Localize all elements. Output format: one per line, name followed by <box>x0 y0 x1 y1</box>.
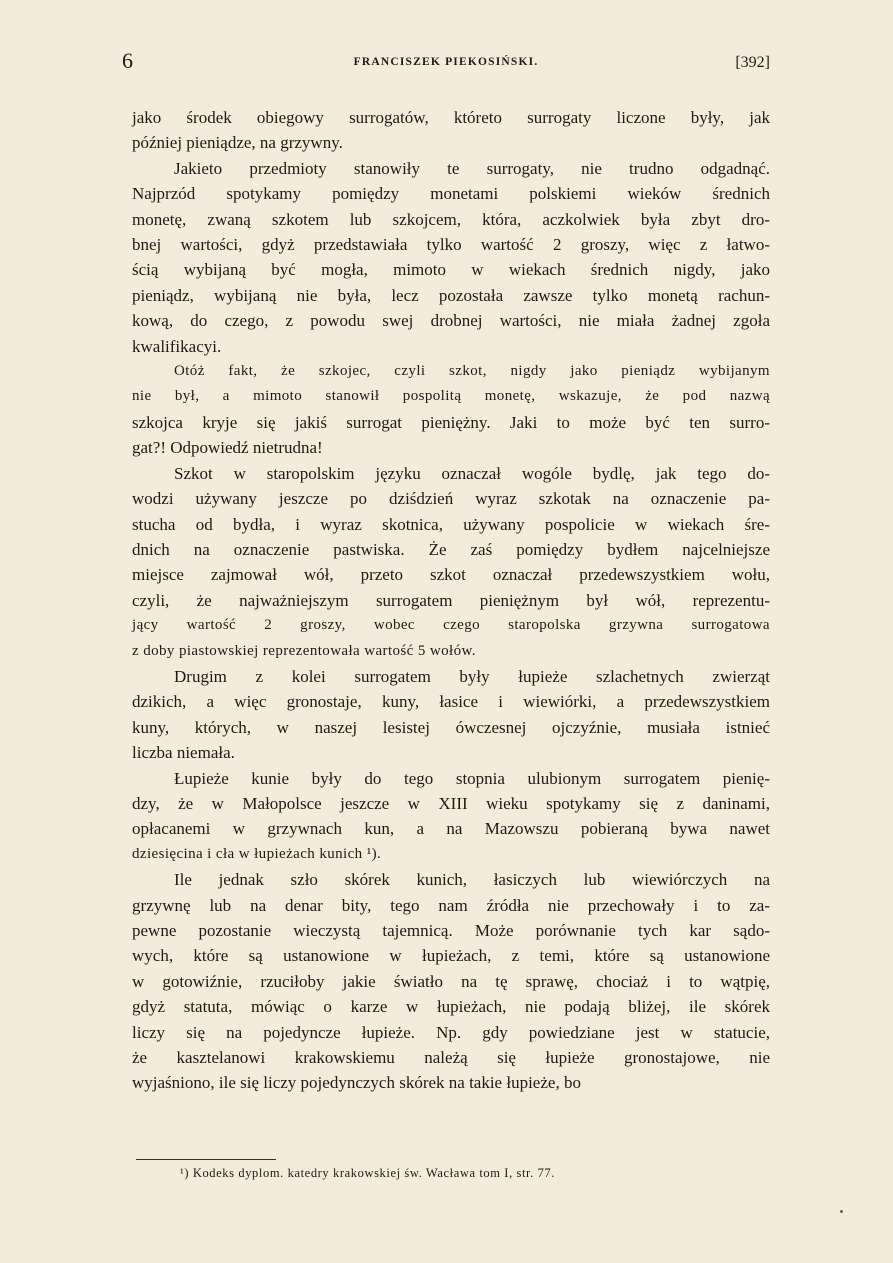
text-line: nie był, a mimoto stanowił pospolitą monetę, wskazuje, że pod nazwą <box>132 388 770 405</box>
text-line: wych, które są ustanowione w łupieżach, z temi, które są ustanowione <box>132 946 770 966</box>
running-title: FRANCISZEK PIEKOSIŃSKI. <box>353 56 539 68</box>
text-line: dzikich, a więc gronostaje, kuny, łasice i wiewiórki, a przedewszystkiem <box>132 692 770 712</box>
text-line: wodzi używany jeszcze po dziśdzień wyraz szkotak na oznaczenie pa- <box>132 489 770 509</box>
text-line: Otóż fakt, że szkojec, czyli szkot, nigdy jako pieniądz wybijanym <box>174 363 770 380</box>
text-line: liczy się na pojedyncze łupieże. Np. gdy powiedziane jest w statucie, <box>132 1022 770 1042</box>
text-line: gat?! Odpowiedź nietrudna! <box>132 438 323 458</box>
paragraph <box>132 766 770 868</box>
text-line: wyjaśniono, ile się liczy pojedynczych skórek na takie łupieże, bo <box>132 1073 581 1093</box>
text-line: czyli, że najważniejszym surrogatem pieniężnym był wół, reprezentu- <box>132 590 770 610</box>
text-line: liczba niemała. <box>132 743 235 763</box>
paragraph <box>132 461 770 664</box>
text-line: z doby piastowskiej reprezentowała wartość 5 wołów. <box>132 642 476 659</box>
text-line: dnich na oznaczenie pastwiska. Że zaś pomiędzy bydłem najcelniejsze <box>132 539 770 559</box>
text-line: kwalifikacyi. <box>132 336 222 356</box>
book-page <box>118 48 774 1233</box>
page-reference: [392] <box>735 54 770 71</box>
footnote-divider <box>136 1159 276 1160</box>
running-head <box>118 48 774 78</box>
text-line: Łupieże kunie były do tego stopnia ulubionym surrogatem pienię- <box>174 768 770 788</box>
text-line: pewne pozostanie wieczystą tajemnicą. Może porównanie tych kar sądo- <box>132 921 770 940</box>
paragraph <box>132 156 770 359</box>
footnote: ¹) Kodeks dyplom. katedry krakowskiej św. Wacława tom I, str. 77. <box>180 1166 556 1180</box>
text-line: stucha od bydła, i wyraz skotnica, używany pospolicie w wiekach śre- <box>132 514 770 534</box>
text-line: że kasztelanowi krakowskiemu należą się łupieże gronostajowe, nie <box>132 1048 770 1068</box>
text-line: ścią wybijaną być mogła, mimoto w wiekach średnich nigdy, jako <box>132 260 770 280</box>
text-line: pieniądz, wybijaną nie była, lecz pozostała zawsze tylko monetą rachun- <box>132 285 770 305</box>
text-line: Drugim z kolei surrogatem były łupieże szlachetnych zwierząt <box>174 666 770 686</box>
text-line: kową, do czego, z powodu swej drobnej wartości, nie miała żadnej zgoła <box>132 311 770 331</box>
text-line: Jakieto przedmioty stanowiły te surrogaty, nie trudno odgadnąć. <box>174 158 770 178</box>
text-line: dzy, że w Małopolsce jeszcze w XIII wieku spotykamy się z daninami, <box>132 793 770 813</box>
text-line: dziesięcina i cła w łupieżach kunich ¹). <box>132 845 382 862</box>
text-line: szkojca kryje się jakiś surrogat pieniężny. Jaki to może być ten surro- <box>132 412 770 432</box>
text-line: miejsce zajmował wół, przeto szkot oznaczał przedewszystkiem wołu, <box>132 565 770 585</box>
text-line: Ile jednak szło skórek kunich, łasiczych lub wiewiórczych na <box>174 870 770 890</box>
paragraph <box>132 359 770 461</box>
page-number: 6 <box>122 48 133 73</box>
paper-speck <box>840 1210 843 1213</box>
text-line: jący wartość 2 groszy, wobec czego staropolska grzywna surrogatowa <box>132 617 770 634</box>
body-text <box>132 105 770 1096</box>
text-line: Najprzód spotykamy pomiędzy monetami polskiemi wieków średnich <box>132 184 770 204</box>
text-line: monetę, zwaną szkotem lub szkojcem, która, aczkolwiek była zbyt dro- <box>132 209 770 229</box>
text-line: Szkot w staropolskim języku oznaczał wogóle bydlę, jak tego do- <box>174 463 770 483</box>
text-line: gdyż statuta, mówiąc o karze w łupieżach, nie podają bliżej, ile skórek <box>132 997 770 1017</box>
paragraph <box>132 867 770 1096</box>
paragraph <box>132 105 770 156</box>
text-line: kuny, których, w naszej lesistej ówczesnej ojczyźnie, musiała istnieć <box>132 717 770 737</box>
paragraph <box>132 664 770 766</box>
text-line: w gotowiźnie, rzuciłoby jakie światło na tę sprawę, chociaż i to wątpię, <box>132 971 770 991</box>
text-line: bnej wartości, gdyż przedstawiała tylko wartość 2 groszy, więc z łatwo- <box>132 235 770 255</box>
text-line: jako środek obiegowy surrogatów, któreto surrogaty liczone były, jak <box>132 108 770 127</box>
text-line: opłacanemi w grzywnach kun, a na Mazowszu pobieraną bywa nawet <box>132 819 770 839</box>
text-line: później pieniądze, na grzywny. <box>132 133 343 153</box>
text-line: grzywnę lub na denar bity, tego nam źródła nie przechowały i to za- <box>132 895 770 915</box>
